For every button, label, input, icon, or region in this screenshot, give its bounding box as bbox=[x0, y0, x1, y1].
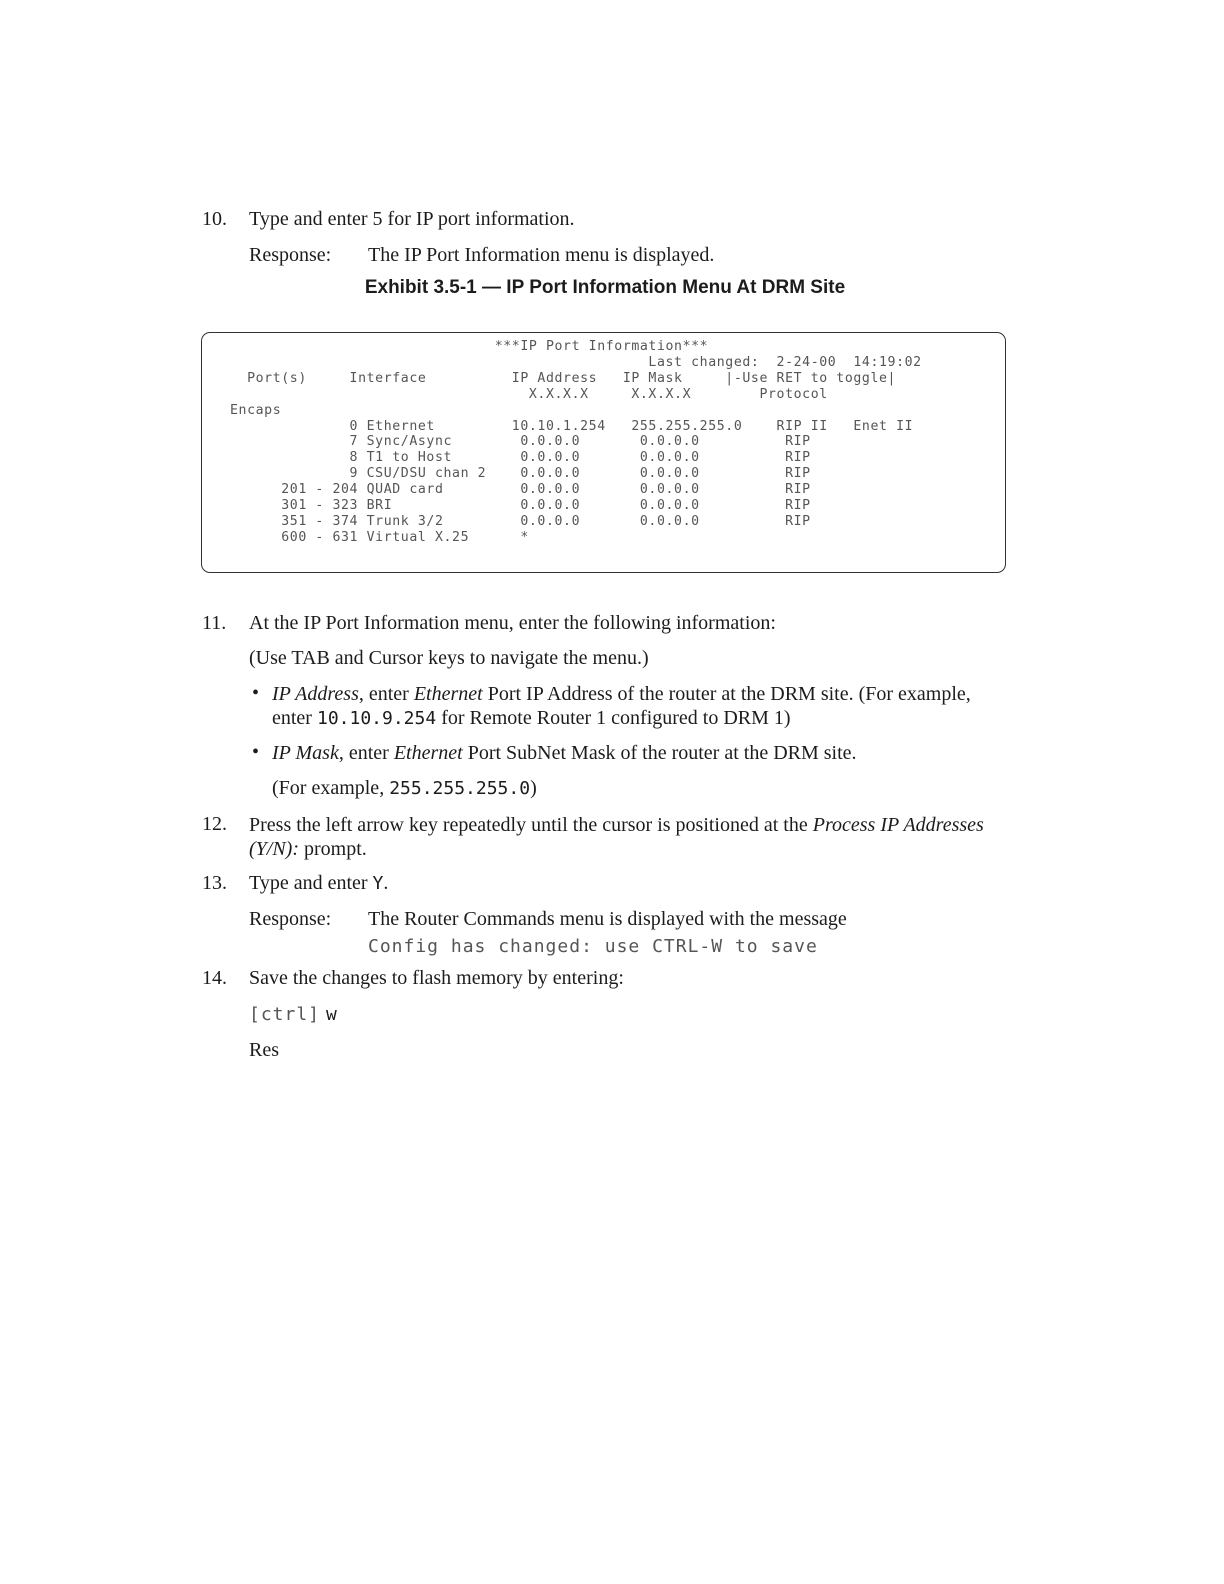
screen-line: 9 CSU/DSU chan 2 0.0.0.0 0.0.0.0 RIP bbox=[230, 466, 811, 482]
text: Port IP Address of the router at the DRM site. (For example, enter bbox=[272, 683, 971, 729]
step-text: Save the changes to flash memory by entering: bbox=[249, 967, 624, 989]
response-text: The IP Port Information menu is displayed. bbox=[368, 244, 715, 266]
response-text: The Router Commands menu is displayed with the message bbox=[368, 908, 847, 930]
field-name: IP Mask bbox=[272, 742, 339, 764]
example-mask bbox=[272, 777, 537, 800]
screen-line: Encaps bbox=[230, 402, 282, 418]
bullet-ip-address bbox=[272, 682, 1012, 731]
step-text bbox=[249, 872, 388, 895]
response-label: Response: bbox=[249, 908, 332, 930]
text: Port SubNet Mask of the router at the DRM site. bbox=[462, 742, 857, 764]
command bbox=[249, 1003, 338, 1026]
screen-line: 201 - 204 QUAD card 0.0.0.0 0.0.0.0 RIP bbox=[230, 482, 811, 498]
text: prompt. bbox=[299, 838, 367, 860]
screen-line: 0 Ethernet 10.10.1.254 255.255.255.0 RIP II Enet II bbox=[230, 418, 914, 434]
text: for Remote Router 1 configured to DRM 1) bbox=[436, 707, 791, 729]
text: Type and enter bbox=[249, 872, 373, 894]
text: , enter bbox=[358, 683, 414, 705]
text: ) bbox=[530, 777, 537, 799]
bullet-ip-mask bbox=[272, 741, 1012, 765]
text: . bbox=[383, 872, 389, 894]
step-number: 14. bbox=[202, 967, 227, 989]
command-char: w bbox=[326, 1004, 338, 1025]
step-note: (Use TAB and Cursor keys to navigate the menu.) bbox=[249, 647, 649, 669]
screen-line: X.X.X.X X.X.X.X Protocol bbox=[230, 386, 828, 402]
screen-line: Last changed: 2-24-00 14:19:02 bbox=[230, 354, 922, 370]
step-number: 11. bbox=[202, 612, 227, 634]
example-ip: 10.10.9.254 bbox=[316, 708, 437, 729]
step-number: 12. bbox=[202, 813, 227, 835]
command-key: [ctrl] bbox=[249, 1004, 321, 1025]
port-name: Ethernet bbox=[413, 683, 483, 705]
text: Press the left arrow key repeatedly until the cursor is positioned at the bbox=[249, 814, 813, 836]
screen-line: 7 Sync/Async 0.0.0.0 0.0.0.0 RIP bbox=[230, 434, 811, 450]
key-name: Y bbox=[372, 873, 384, 894]
example-mask-value: 255.255.255.0 bbox=[389, 778, 531, 799]
screen-line: 351 - 374 Trunk 3/2 0.0.0.0 0.0.0.0 RIP bbox=[230, 513, 811, 529]
prompt-name: Process IP Addresses (Y/N): bbox=[249, 814, 984, 860]
bullet-marker: • bbox=[252, 682, 260, 704]
step-text: Type and enter 5 for IP port information. bbox=[249, 208, 575, 230]
text: , enter bbox=[338, 742, 394, 764]
response-label: Response: bbox=[249, 244, 332, 266]
screen-line: Port(s) Interface IP Address IP Mask |-Use RET to toggle| bbox=[230, 370, 897, 386]
bullet-marker: • bbox=[252, 741, 260, 763]
screen-line: 600 - 631 Virtual X.25 * bbox=[230, 529, 529, 545]
text: (For example, bbox=[272, 777, 390, 799]
terminal-screen bbox=[201, 332, 1006, 573]
step-text: At the IP Port Information menu, enter the following information: bbox=[249, 612, 776, 634]
step-number: 13. bbox=[202, 872, 227, 894]
screen-line: ***IP Port Information*** bbox=[230, 339, 709, 354]
system-message: Config has changed: use CTRL-W to save bbox=[368, 936, 818, 957]
screen-line: 301 - 323 BRI 0.0.0.0 0.0.0.0 RIP bbox=[230, 498, 811, 514]
exhibit-title: Exhibit 3.5-1 — IP Port Information Menu At DRM Site bbox=[364, 277, 846, 298]
terminal-screen-text bbox=[230, 339, 922, 546]
port-name: Ethernet bbox=[393, 742, 463, 764]
step-number: 10. bbox=[202, 208, 227, 230]
truncated-text: Res bbox=[249, 1039, 279, 1061]
field-name: IP Address bbox=[272, 683, 359, 705]
screen-line: 8 T1 to Host 0.0.0.0 0.0.0.0 RIP bbox=[230, 450, 811, 466]
step-text bbox=[249, 813, 999, 861]
